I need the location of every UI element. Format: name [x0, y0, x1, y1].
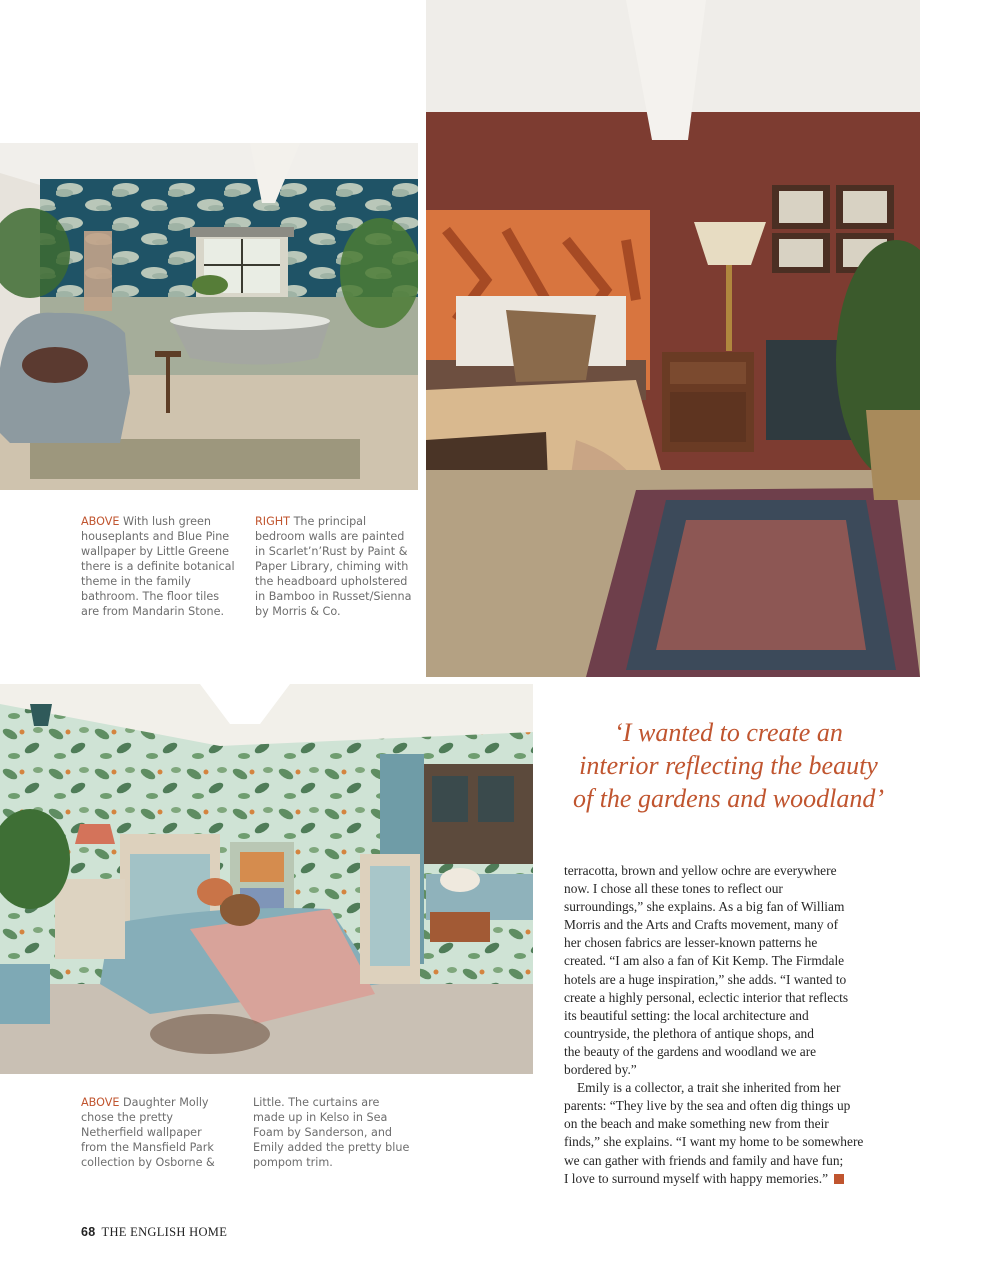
page-number: 68 [81, 1225, 96, 1239]
caption-line: Foam by Sanderson, and [253, 1126, 393, 1139]
publication-name: THE ENGLISH HOME [101, 1225, 228, 1239]
body-line: the beauty of the gardens and woodland we are [564, 1043, 817, 1059]
caption-line: bathroom. The floor tiles [81, 590, 220, 603]
caption-line: Little. The curtains are [253, 1096, 380, 1109]
caption-line: Emily added the pretty blue [253, 1141, 410, 1154]
caption-line: The principal [293, 515, 367, 528]
pull-quote-line: interior reflecting the beauty [579, 751, 878, 780]
caption-label-above: ABOVE [81, 1096, 120, 1109]
article-paragraph [564, 1079, 894, 1188]
body-line: I love to surround myself with happy memories.” [564, 1170, 829, 1186]
body-line: Emily is a collector, a trait she inherited from her [577, 1080, 841, 1096]
body-line: we can gather with friends and family and have fun; [564, 1152, 844, 1168]
body-line: now. I chose all these tones to reflect our [564, 881, 783, 897]
caption-line: pompom trim. [253, 1156, 333, 1169]
caption-line: the headboard upholstered [255, 575, 408, 588]
caption-line: wallpaper by Little Greene [81, 545, 230, 558]
caption-line: there is a definite botanical [81, 560, 235, 573]
body-line: countryside, the plethora of antique shops, and [564, 1025, 814, 1041]
article-body [564, 862, 894, 1188]
caption-molly-bedroom-left [81, 1095, 241, 1170]
caption-line: Daughter Molly [123, 1096, 209, 1109]
body-line: parents: “They live by the sea and often dig things up [564, 1098, 851, 1114]
article-paragraph [564, 862, 894, 1079]
caption-line: chose the pretty [81, 1111, 174, 1124]
body-line: create a highly personal, eclectic interior that reflects [564, 989, 849, 1005]
bathroom-photo [0, 143, 418, 490]
caption-line: from the Mansfield Park [81, 1141, 214, 1154]
caption-bathroom [81, 514, 241, 619]
pull-quote [556, 716, 901, 815]
caption-line: in Scarlet’n’Rust by Paint & [255, 545, 408, 558]
caption-line: by Morris & Co. [255, 605, 341, 618]
caption-line: theme in the family [81, 575, 191, 588]
body-line: on the beach and make something new from their [564, 1116, 829, 1132]
body-line: surroundings,” she explains. As a big fan of William [564, 899, 845, 915]
caption-line: made up in Kelso in Sea [253, 1111, 388, 1124]
caption-line: Netherfield wallpaper [81, 1126, 202, 1139]
caption-line: Paper Library, chiming with [255, 560, 409, 573]
caption-line: are from Mandarin Stone. [81, 605, 225, 618]
caption-line: in Bamboo in Russet/Sienna [255, 590, 412, 603]
body-line: bordered by.” [564, 1062, 637, 1078]
caption-molly-bedroom-right [253, 1095, 423, 1170]
caption-label-above: ABOVE [81, 515, 120, 528]
body-line: its beautiful setting: the local architecture and [564, 1007, 809, 1023]
caption-line: houseplants and Blue Pine [81, 530, 230, 543]
body-line: terracotta, brown and yellow ochre are everywhere [564, 863, 837, 878]
body-line: Morris and the Arts and Crafts movement, many of [564, 917, 839, 933]
body-line: hotels are a huge inspiration,” she adds. “I wanted to [564, 971, 847, 987]
body-line: her chosen fabrics are lesser-known patterns he [564, 935, 818, 951]
body-line: finds,” she explains. “I want my home to be somewhere [564, 1134, 864, 1150]
molly-bedroom-photo [0, 684, 533, 1074]
caption-principal-bedroom [255, 514, 420, 619]
pull-quote-line: of the gardens and woodland’ [572, 784, 885, 813]
caption-line: bedroom walls are painted [255, 530, 405, 543]
end-of-article-square-icon [834, 1174, 844, 1184]
pull-quote-line: ‘I wanted to create an [614, 718, 843, 747]
caption-label-right: RIGHT [255, 515, 290, 528]
principal-bedroom-photo [426, 0, 920, 677]
body-line: created. “I am also a fan of Kit Kemp. The Firmdale [564, 953, 845, 969]
page-footer [81, 1225, 227, 1240]
caption-line: With lush green [123, 515, 211, 528]
caption-line: collection by Osborne & [81, 1156, 215, 1169]
